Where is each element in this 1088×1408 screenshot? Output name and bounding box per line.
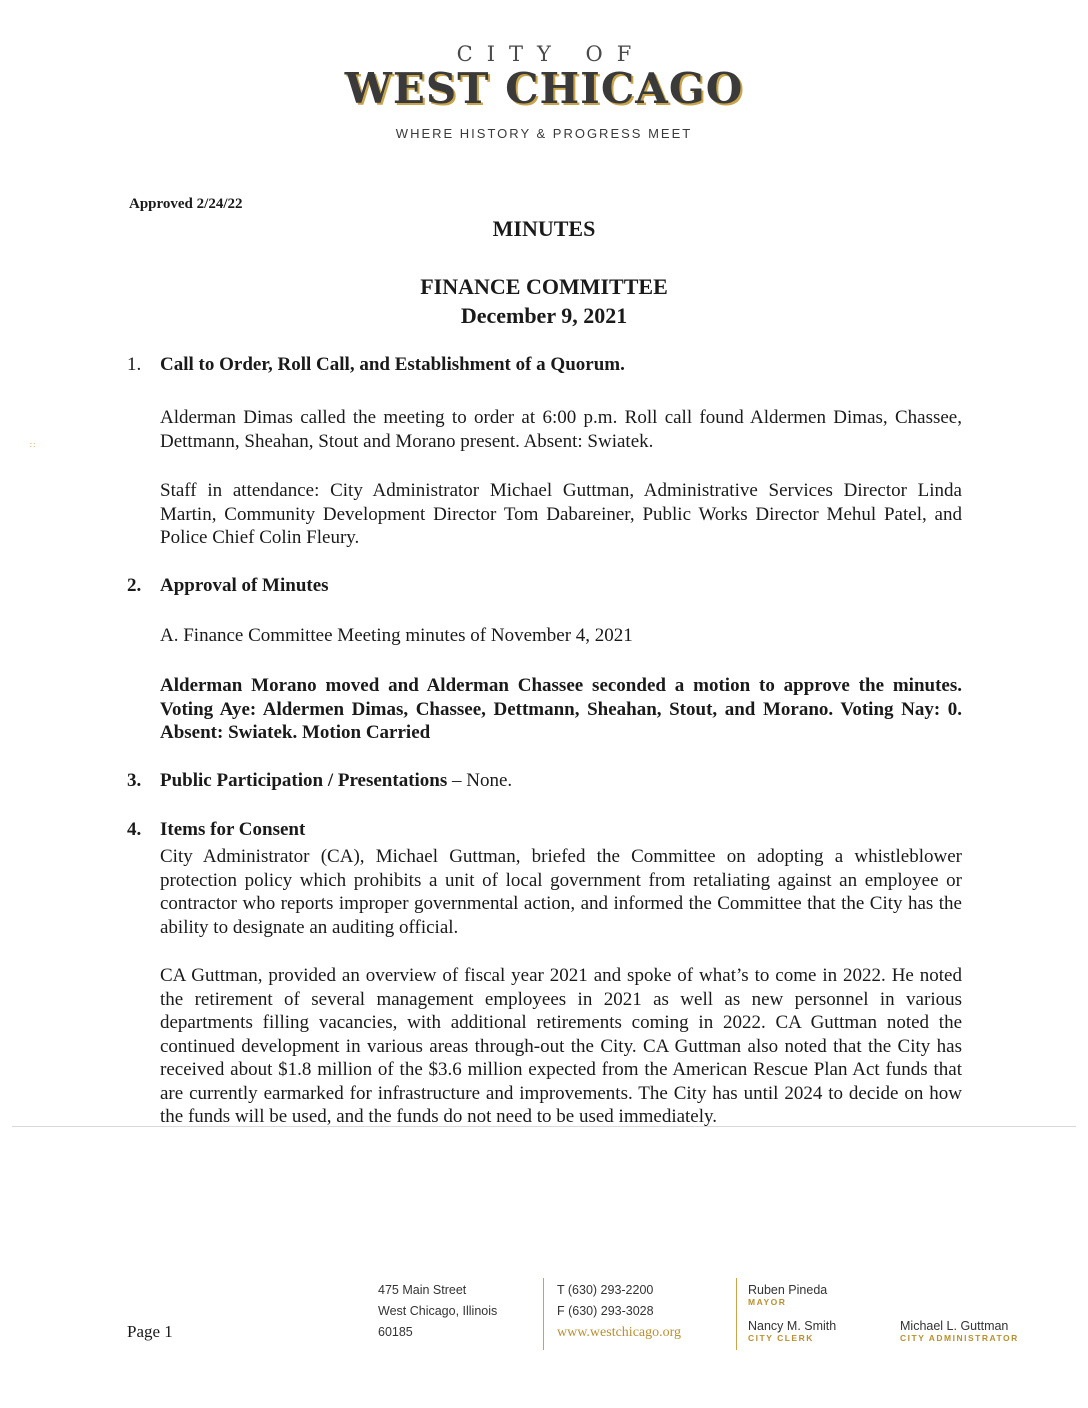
approved-stamp: Approved 2/24/22 (129, 196, 243, 212)
margin-marker-icon: ∷ (30, 441, 36, 450)
footer-fax: F (630) 293-3028 (557, 1304, 654, 1318)
section-4-title: Items for Consent (160, 819, 306, 840)
address-line-3: 60185 (378, 1325, 413, 1339)
administrator-role: CITY ADMINISTRATOR (900, 1333, 1019, 1343)
footer-divider-2 (736, 1278, 737, 1350)
administrator-name: Michael L. Guttman (900, 1319, 1009, 1333)
section-4-paragraph-2: CA Guttman, provided an overview of fiscal year 2021 and spoke of what’s to come in 2022. He noted the retirement of several management employees in 2021 as well as new personnel in various departments filling vacancies, with additional retirements coming in 2022. CA Guttman noted the continued development in various areas through-out the City. CA Guttman also noted that the City has received about $1.8 million of the $3.6 million expected from the American Rescue Plan Act funds that are currently earmarked for infrastructure and improvements. The City has until 2024 to decide on how the funds will be used, and the funds do not need to be used immediately. (160, 965, 962, 1127)
section-3-title: Public Participation / Presentations (160, 770, 448, 791)
footer-phone: T (630) 293-2200 (557, 1283, 654, 1297)
footer-administrator (900, 1319, 1019, 1343)
address-line-2: West Chicago, Illinois (378, 1304, 498, 1318)
footer-contact (557, 1280, 681, 1343)
section-3-number: 3. (127, 770, 142, 791)
footer-website-link[interactable]: www.westchicago.org (557, 1325, 682, 1340)
meeting-date: December 9, 2021 (460, 303, 628, 328)
footer-divider-1 (543, 1278, 544, 1350)
footer-mayor (748, 1283, 827, 1307)
document-title: MINUTES (492, 216, 596, 241)
section-4-paragraph-1: City Administrator (CA), Michael Guttman, briefed the Committee on adopting a whistleblower protection policy which prohibits a unit of local government from retaliating against an employee or contractor who reports improper governmental action, and informed the Committee that the City has the ability to designate an auditing official. (160, 846, 962, 938)
section-1-paragraph-1: Alderman Dimas called the meeting to order at 6:00 p.m. Roll call found Aldermen Dimas, Chassee, Dettmann, Sheahan, Stout and Morano present. Absent: Swiatek. (160, 407, 962, 452)
section-2-motion: Alderman Morano moved and Alderman Chassee seconded a motion to approve the minutes. Voting Aye: Aldermen Dimas, Chassee, Dettmann, Sheahan, Stout, and Morano. Voting Nay: 0. Absent: Swiatek. Motion Carried (160, 675, 962, 743)
address-line-1: 475 Main Street (378, 1283, 467, 1297)
clerk-name: Nancy M. Smith (748, 1319, 837, 1333)
section-4-number: 4. (127, 819, 142, 840)
section-2-number: 2. (127, 575, 142, 596)
section-3-heading (160, 770, 512, 792)
section-1-paragraph-2: Staff in attendance: City Administrator Michael Guttman, Administrative Services Director Linda Martin, Community Development Director Tom Dabareiner, Public Works Director Mehul Patel, and Police Chief Colin Fleury. (160, 480, 962, 548)
letterhead-city-of: CITY OF (456, 42, 646, 66)
committee-name: FINANCE COMMITTEE (420, 274, 668, 299)
mayor-role: MAYOR (748, 1297, 787, 1307)
clerk-role: CITY CLERK (748, 1333, 814, 1343)
section-2-title: Approval of Minutes (160, 575, 329, 596)
section-2-item-a: A. Finance Committee Meeting minutes of November 4, 2021 (160, 625, 633, 646)
mayor-name: Ruben Pineda (748, 1283, 828, 1297)
scan-line-divider (12, 1126, 1076, 1127)
footer-clerk (748, 1319, 836, 1343)
section-3-suffix: – None. (447, 770, 513, 791)
section-1-number: 1. (127, 354, 142, 375)
letterhead-tagline: WHERE HISTORY & PROGRESS MEET (395, 126, 693, 141)
section-1-title: Call to Order, Roll Call, and Establishment of a Quorum. (160, 354, 625, 375)
footer-address (378, 1280, 497, 1343)
letterhead-city-name: WEST CHICAGO (344, 64, 744, 113)
page-number: Page 1 (127, 1322, 173, 1341)
